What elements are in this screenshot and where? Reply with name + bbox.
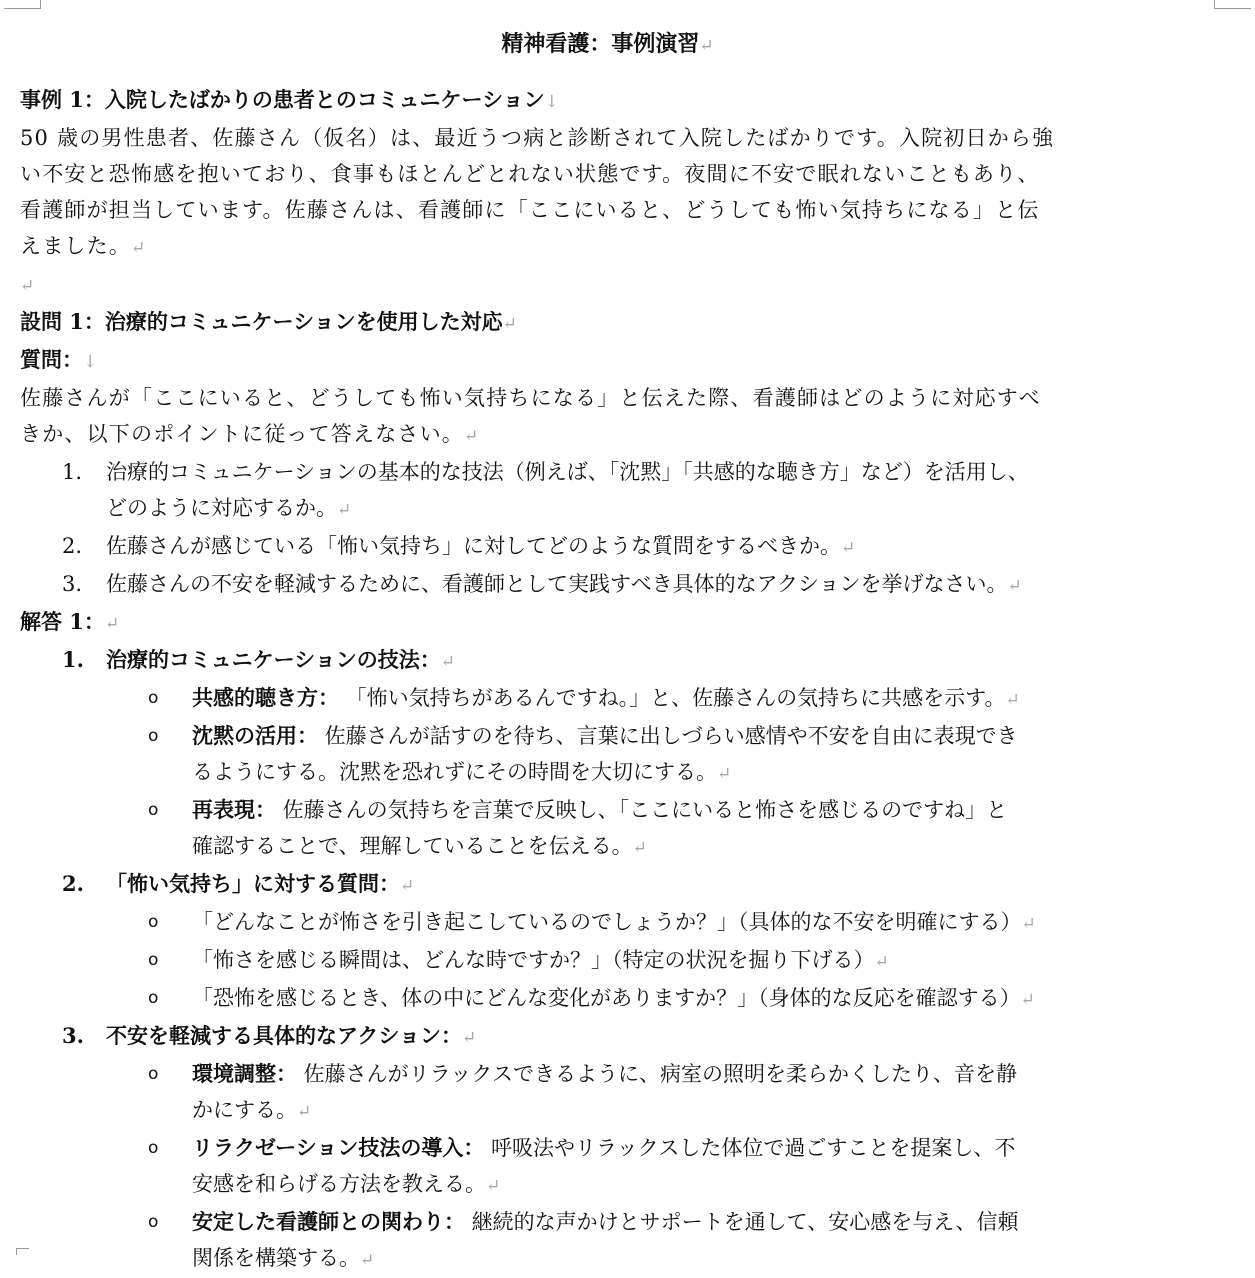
document-body[interactable]	[20, 26, 1195, 1278]
bullet-icon: o	[148, 688, 159, 708]
bullet-icon: o	[148, 912, 159, 932]
answer-bullet: o 環境調整： 佐藤さんがリラックスできるように、病室の照明を柔らかくしたり、音を静	[20, 1056, 1195, 1092]
answer-bullet: o 「どんなことが怖さを引き起こしているのでしょうか？」（具体的な不安を明確にする）↵	[20, 904, 1195, 942]
answer-section-heading: 3. 不安を軽減する具体的なアクション：↵	[62, 1023, 477, 1048]
answer-bullet-cont: かにする。↵	[192, 1098, 312, 1122]
bullet-icon: o	[148, 1064, 159, 1084]
answer-bullet: o 安定した看護師との関わり： 継続的な声かけとサポートを通して、安心感を与え、信頼	[20, 1204, 1195, 1240]
empty-paragraph: ↵	[20, 276, 35, 296]
answer-bullet: o 共感的聴き方： 「怖い気持ちがあるんですね。」と、佐藤さんの気持ちに共感を示す。↵	[20, 680, 1195, 718]
question-heading: 設問 1：治療的コミュニケーションを使用した対応↵	[20, 309, 517, 334]
answer-section-heading: 2. 「怖い気持ち」に対する質問：↵	[62, 871, 415, 896]
answer-bullet: o リラクゼーション技法の導入： 呼吸法やリラックスした体位で過ごすことを提案し、不	[20, 1130, 1195, 1166]
margin-corner-mark	[1214, 0, 1251, 9]
question-item-cont: どのように対応するか。↵	[106, 496, 352, 520]
case-body-line: 看護師が担当しています。佐藤さんは、看護師に「ここにいると、どうしても怖い気持ちになる」と伝	[20, 198, 1040, 222]
answer-bullet-cont: 確認することで、理解していることを伝える。↵	[192, 834, 647, 858]
answer-bullet: o 再表現： 佐藤さんの気持ちを言葉で反映し、「ここにいると怖さを感じるのですね」と	[20, 792, 1195, 828]
answer-bullet-cont: 関係を構築する。↵	[192, 1246, 375, 1270]
answer-bullet: o 「怖さを感じる瞬間は、どんな時ですか？」（特定の状況を掘り下げる）↵	[20, 942, 1195, 980]
question-intro-line: きか、以下のポイントに従って答えなさい。↵	[20, 422, 480, 446]
bullet-icon: o	[148, 950, 159, 970]
bullet-icon: o	[148, 1138, 159, 1158]
answer-label: 解答 1：↵	[20, 609, 120, 634]
case-heading: 事例 1：入院したばかりの患者とのコミュニケーション↓	[20, 87, 559, 112]
case-body-line: い不安と恐怖感を抱いており、食事もほとんどとれない状態です。夜間に不安で眠れないこともあり、	[20, 162, 1040, 186]
margin-corner-mark	[4, 0, 41, 9]
bullet-icon: o	[148, 800, 159, 820]
answer-bullet-cont: るようにする。沈黙を恐れずにその時間を大切にする。↵	[192, 760, 732, 784]
answer-section-heading: 1. 治療的コミュニケーションの技法：↵	[62, 647, 455, 672]
question-intro-line: 佐藤さんが「ここにいると、どうしても怖い気持ちになる」と伝えた際、看護師はどのように対応すべ	[20, 386, 1041, 410]
document-title: 精神看護：事例演習↵	[501, 31, 714, 57]
question-item: 3. 佐藤さんの不安を軽減するために、看護師として実践すべき具体的なアクションを挙げなさい。↵	[62, 572, 1022, 596]
case-body-line: えました。↵	[20, 234, 147, 258]
question-item: 1. 治療的コミュニケーションの基本的な技法（例えば、「沈黙」「共感的な聴き方」など）を活用し、	[62, 460, 1029, 484]
bullet-icon: o	[148, 988, 159, 1008]
answer-bullet-cont: 安感を和らげる方法を教える。↵	[192, 1172, 501, 1196]
answer-bullet: o 沈黙の活用： 佐藤さんが話すのを待ち、言葉に出しづらい感情や不安を自由に表現でき	[20, 718, 1195, 754]
answer-bullet: o 「恐怖を感じるとき、体の中にどんな変化がありますか？」（身体的な反応を確認する）↵	[20, 980, 1195, 1018]
bullet-icon: o	[148, 1212, 159, 1232]
question-label: 質問：↓	[20, 347, 98, 372]
bullet-icon: o	[148, 726, 159, 746]
question-item: 2. 佐藤さんが感じている「怖い気持ち」に対してどのような質問をするべきか。↵	[62, 534, 856, 558]
case-body-line: 50 歳の男性患者、佐藤さん（仮名）は、最近うつ病と診断されて入院したばかりです。入院初日から強	[20, 126, 1055, 150]
